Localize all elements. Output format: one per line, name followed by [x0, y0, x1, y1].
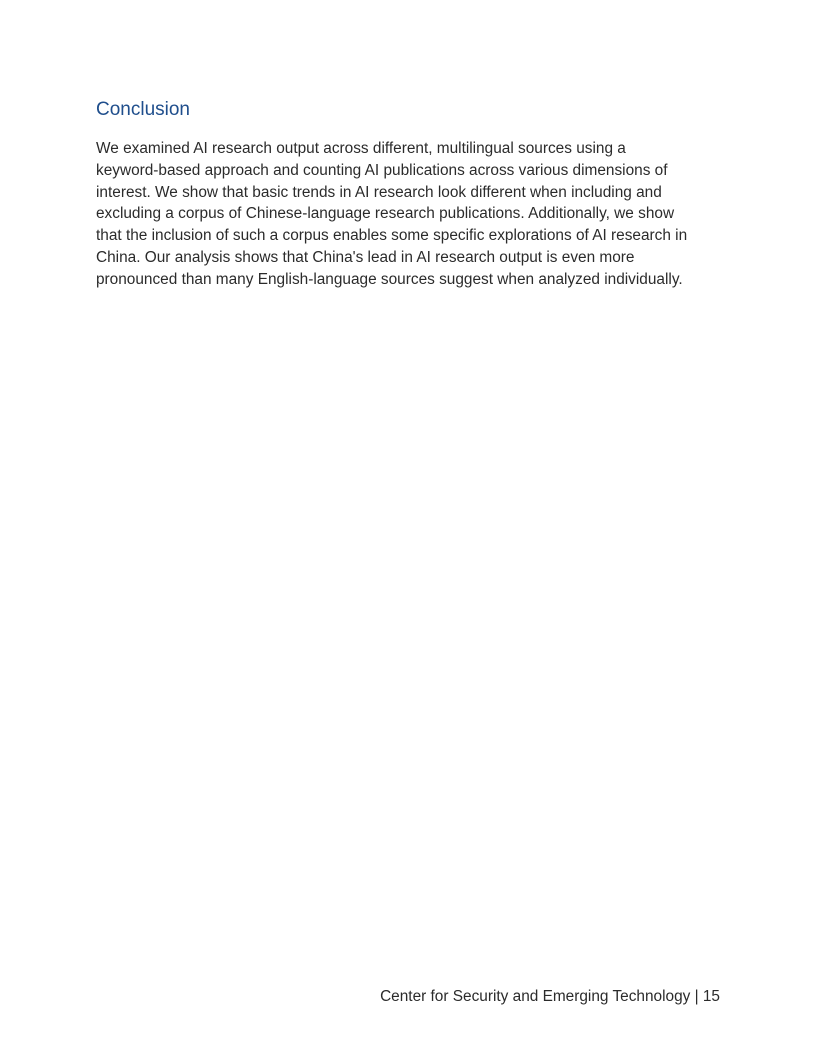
paragraph-line: keyword-based approach and counting AI publications across various dimensions of [96, 161, 668, 179]
page-footer: Center for Security and Emerging Technology | 15 [380, 988, 720, 1005]
section-heading: Conclusion [96, 99, 190, 120]
paragraph-line: China. Our analysis shows that China's lead in AI research output is even more [96, 248, 635, 266]
paragraph-line: pronounced than many English-language sources suggest when analyzed individually. [96, 270, 683, 288]
paragraph-line: that the inclusion of such a corpus enables some specific explorations of AI research in [96, 227, 688, 245]
paragraph-line: We examined AI research output across different, multilingual sources using a [96, 140, 626, 157]
paragraph-line: interest. We show that basic trends in AI research look different when including and [96, 183, 662, 201]
conclusion-paragraph [96, 138, 736, 291]
paragraph-line: excluding a corpus of Chinese-language research publications. Additionally, we show [96, 205, 675, 223]
